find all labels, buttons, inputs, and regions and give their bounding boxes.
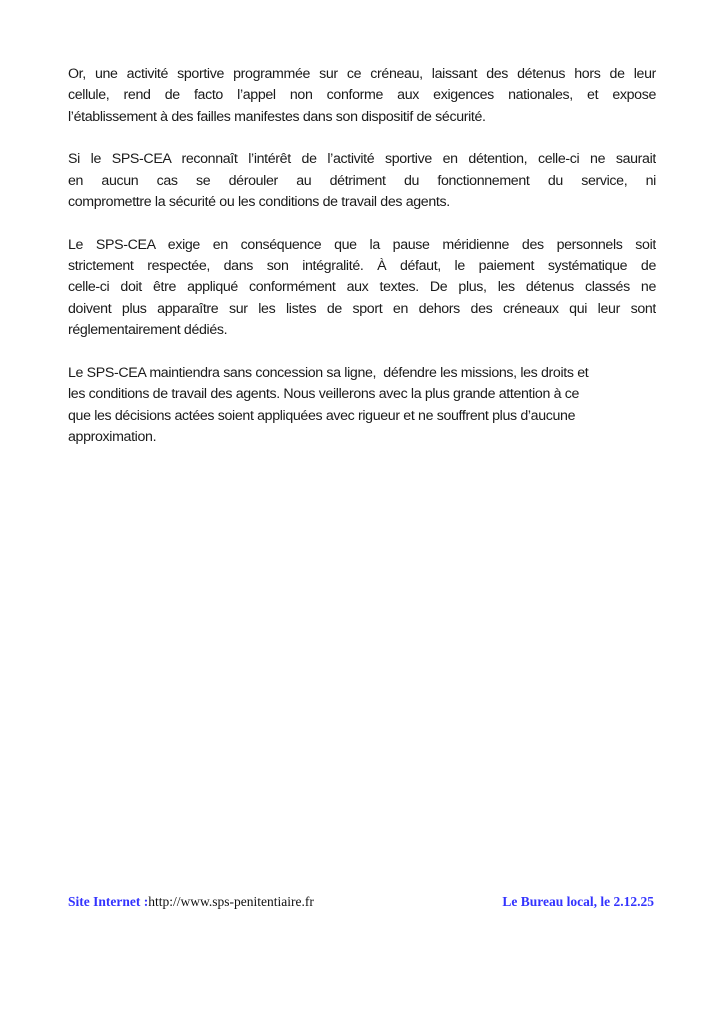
text-line: en aucun cas se dérouler au détriment du fonctionnement du service, ni [68, 172, 656, 189]
footer-website [68, 894, 314, 910]
page-footer [68, 894, 654, 914]
text-line: Or, une activité sportive programmée sur ce créneau, laissant des détenus hors de leur [68, 66, 656, 82]
document-body [68, 64, 656, 470]
site-url-link[interactable]: http://www.sps-penitentiaire.fr [148, 894, 314, 909]
text-line: Le SPS-CEA exige en conséquence que la pause méridienne des personnels soit [68, 236, 656, 253]
text-line: l’établissement à des failles manifestes dans son dispositif de sécurité. [68, 108, 486, 125]
footer-signature: Le Bureau local, le 2.12.25 [502, 894, 654, 909]
paragraph-1 [68, 64, 656, 128]
text-line: que les décisions actées soient appliquées avec rigueur et ne souffrent plus d’aucune [68, 407, 576, 424]
text-line: cellule, rend de facto l’appel non conforme aux exigences nationales, et expose [68, 87, 656, 104]
text-line: strictement respectée, dans son intégralité. À défaut, le paiement systématique de [68, 258, 656, 275]
text-line: doivent plus apparaître sur les listes de sport en dehors des créneaux qui leur sont [68, 300, 656, 317]
text-line: compromettre la sécurité ou les conditions de travail des agents. [68, 194, 450, 211]
site-label: Site Internet : [68, 894, 149, 909]
text-line: réglementairement dédiés. [68, 322, 228, 339]
paragraph-2 [68, 149, 656, 213]
text-line: celle-ci doit être appliqué conformément aux textes. De plus, les détenus classés ne [68, 279, 656, 296]
text-line: Le SPS-CEA maintiendra sans concession sa ligne, défendre les missions, les droits et [68, 364, 589, 381]
paragraph-4 [68, 363, 656, 448]
text-line: approximation. [68, 428, 157, 445]
paragraph-3 [68, 235, 656, 342]
text-line: Si le SPS-CEA reconnaît l’intérêt de l’activité sportive en détention, celle-ci ne saurait [68, 151, 656, 168]
text-line: les conditions de travail des agents. Nous veillerons avec la plus grande attention à ce [68, 386, 580, 403]
